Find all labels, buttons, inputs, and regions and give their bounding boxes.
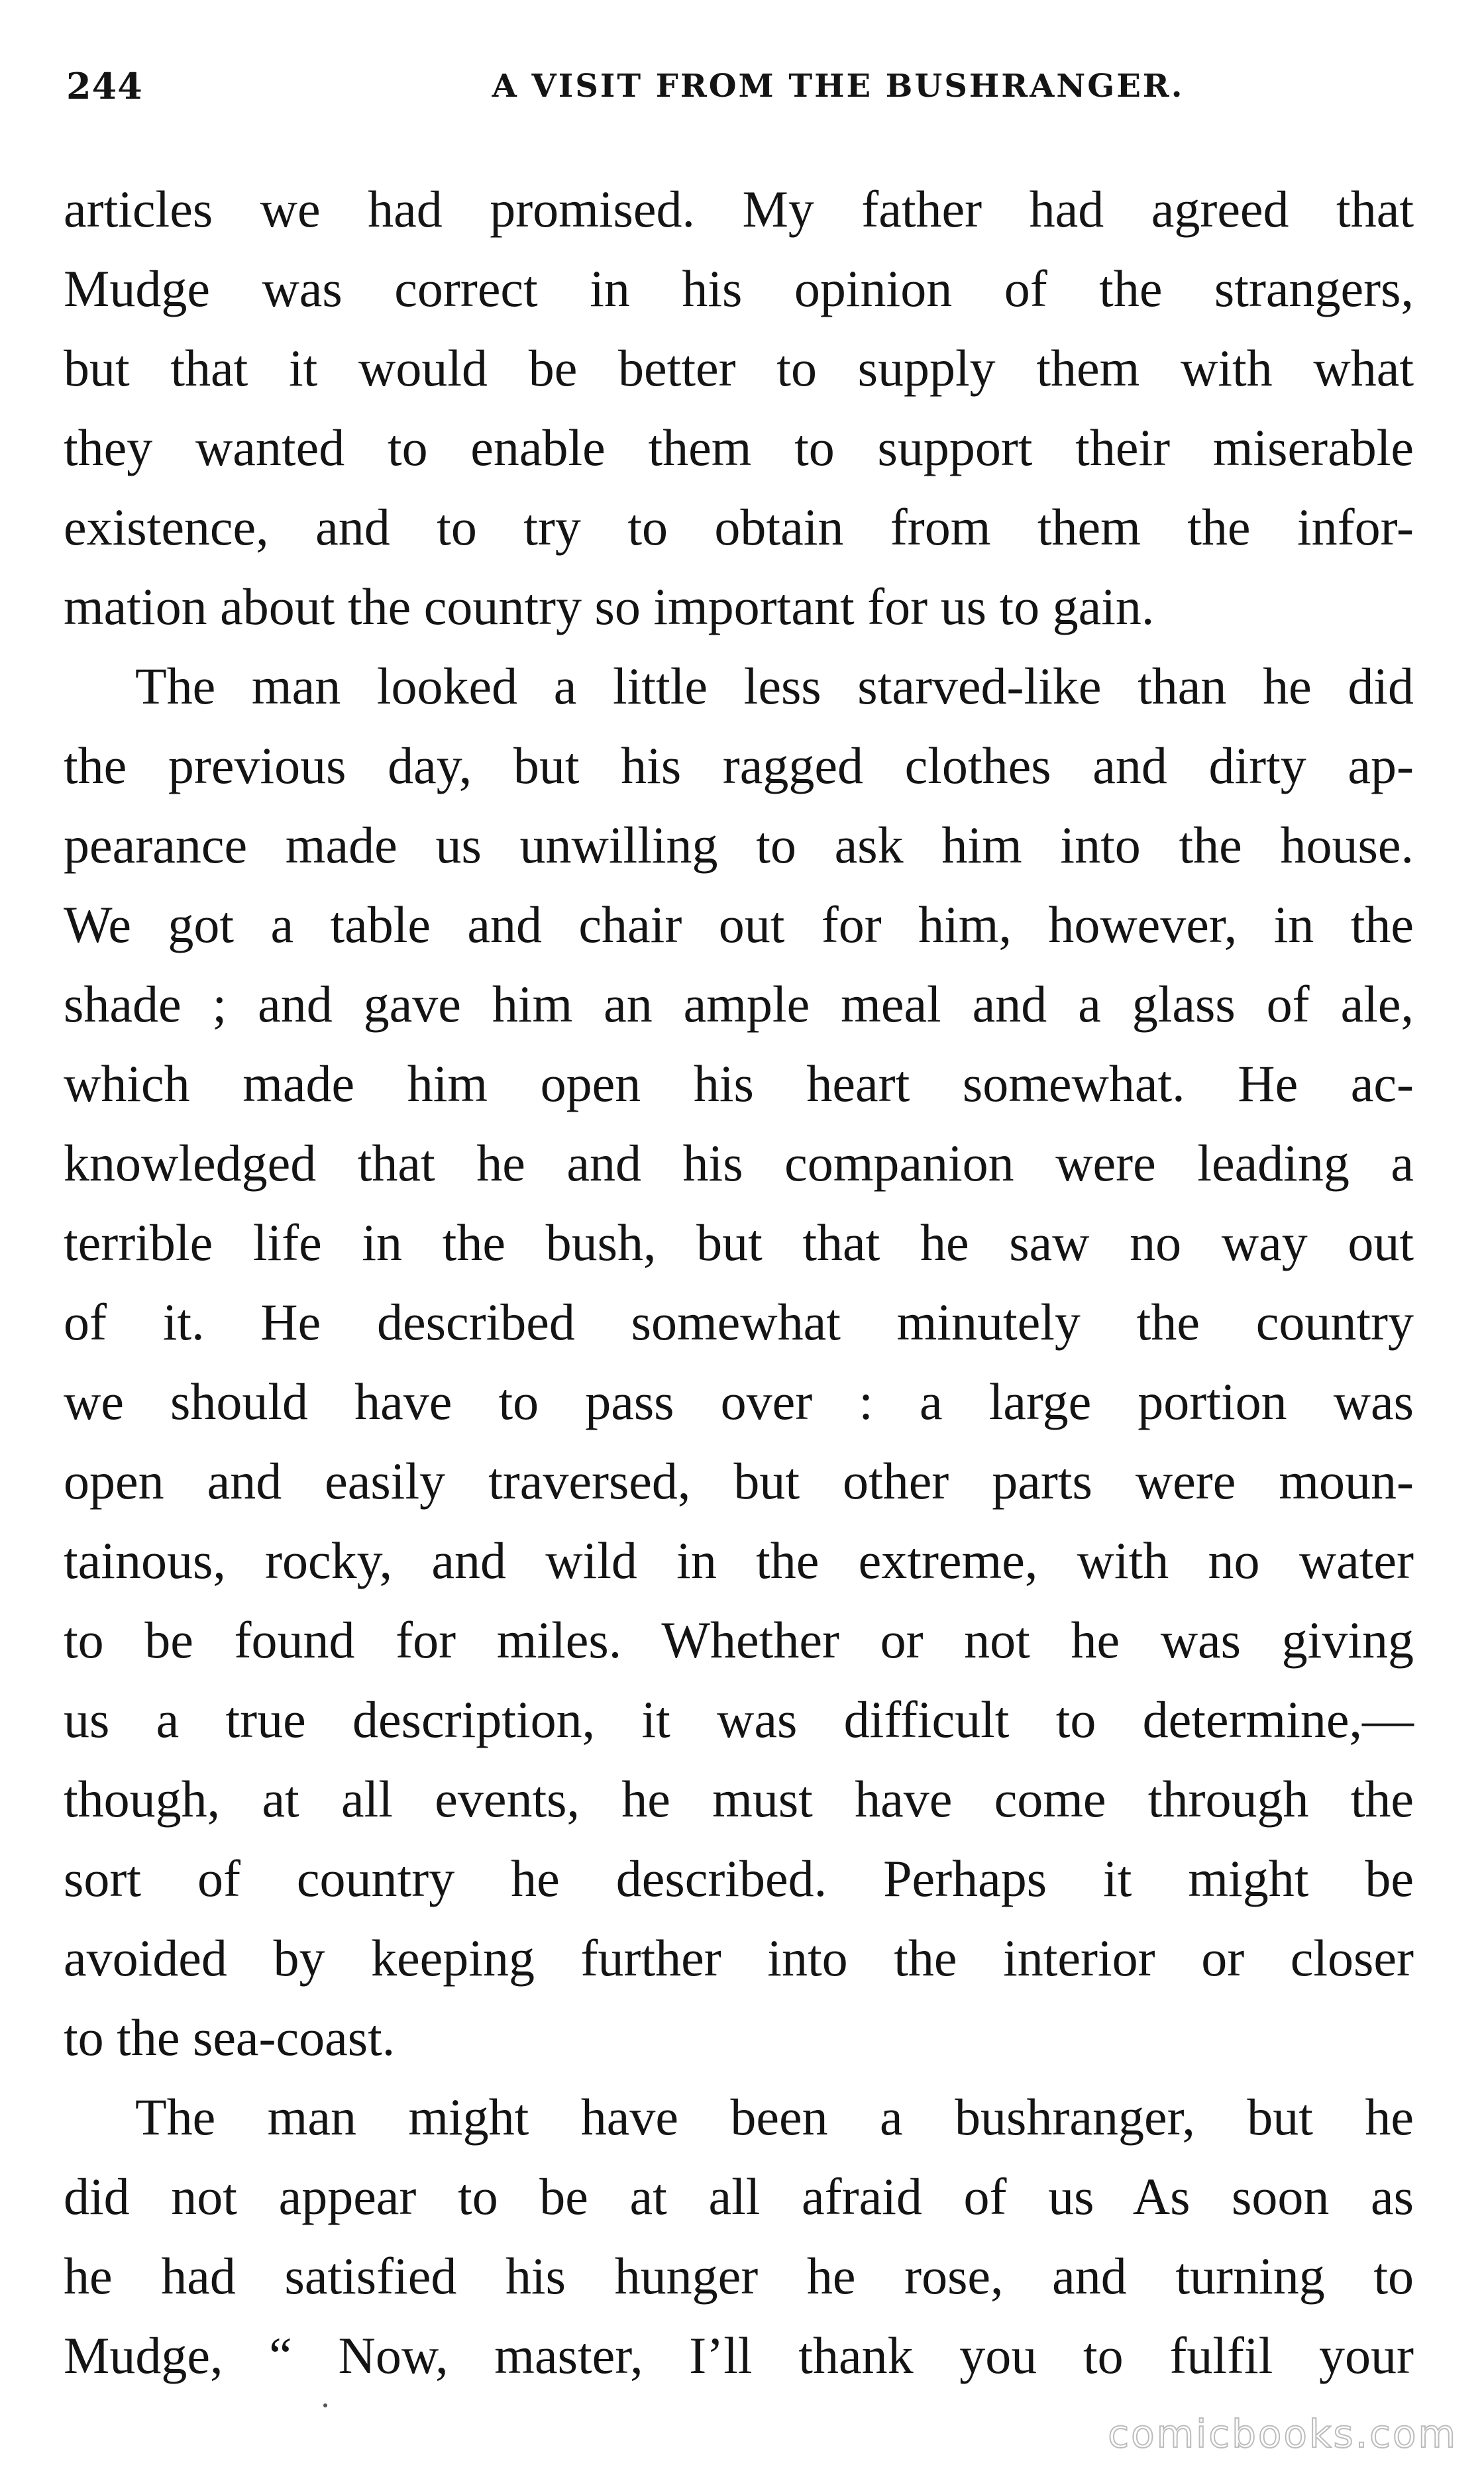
- text-line: but that it would be better to supply them with what: [64, 339, 1414, 397]
- text-line: we should have to pass over : a large portion was: [64, 1373, 1414, 1430]
- text-line: of it. He described somewhat minutely the country: [64, 1293, 1414, 1351]
- text-line: terrible life in the bush, but that he saw no way out: [64, 1214, 1414, 1271]
- text-line: the previous day, but his ragged clothes and dirty ap-: [64, 737, 1414, 794]
- body-text: [64, 170, 1414, 2395]
- text-line: knowledged that he and his companion were leading a: [64, 1134, 1414, 1192]
- text-line: The man might have been a bushranger, but he: [135, 2088, 1414, 2146]
- text-line: us a true description, it was difficult to determine,—: [64, 1691, 1414, 1748]
- text-line: We got a table and chair out for him, however, in the: [64, 896, 1414, 953]
- text-line: shade ; and gave him an ample meal and a glass of ale,: [64, 975, 1414, 1033]
- text-line: The man looked a little less starved-like than he did: [135, 657, 1414, 715]
- text-line: they wanted to enable them to support their miserable: [64, 419, 1414, 476]
- text-line: Mudge was correct in his opinion of the strangers,: [64, 260, 1414, 317]
- text-line: though, at all events, he must have come through the: [64, 1770, 1414, 1828]
- text-line: pearance made us unwilling to ask him into the house.: [64, 816, 1414, 874]
- text-line: he had satisfied his hunger he rose, and turning to: [64, 2247, 1414, 2305]
- watermark: comicbooks.com: [1108, 2411, 1458, 2456]
- text-line: which made him open his heart somewhat. He ac-: [64, 1055, 1414, 1112]
- text-line: open and easily traversed, but other parts were moun-: [64, 1452, 1414, 1510]
- ink-speck: [323, 2403, 327, 2407]
- paragraph: [64, 170, 1414, 647]
- text-line: existence, and to try to obtain from them the infor-: [64, 498, 1414, 556]
- page-number: 244: [66, 65, 143, 107]
- paragraph: [64, 2077, 1414, 2395]
- text-line: articles we had promised. My father had agreed that: [64, 180, 1414, 238]
- text-line: tainous, rocky, and wild in the extreme, with no water: [64, 1532, 1414, 1589]
- text-line: did not appear to be at all afraid of us As soon as: [64, 2168, 1414, 2225]
- text-line: sort of country he described. Perhaps it might be: [64, 1850, 1414, 1907]
- text-line: to the sea-coast.: [64, 2009, 396, 2066]
- running-header: [66, 63, 1411, 109]
- text-line: avoided by keeping further into the interior or closer: [64, 1929, 1414, 1987]
- text-line: Mudge, “ Now, master, I’ll thank you to fulfil your: [64, 2327, 1414, 2384]
- text-line: to be found for miles. Whether or not he was giving: [64, 1611, 1414, 1669]
- text-line: mation about the country so important for us to gain.: [64, 578, 1155, 635]
- running-title: A VISIT FROM THE BUSHRANGER.: [492, 68, 1185, 105]
- paragraph: [64, 647, 1414, 2077]
